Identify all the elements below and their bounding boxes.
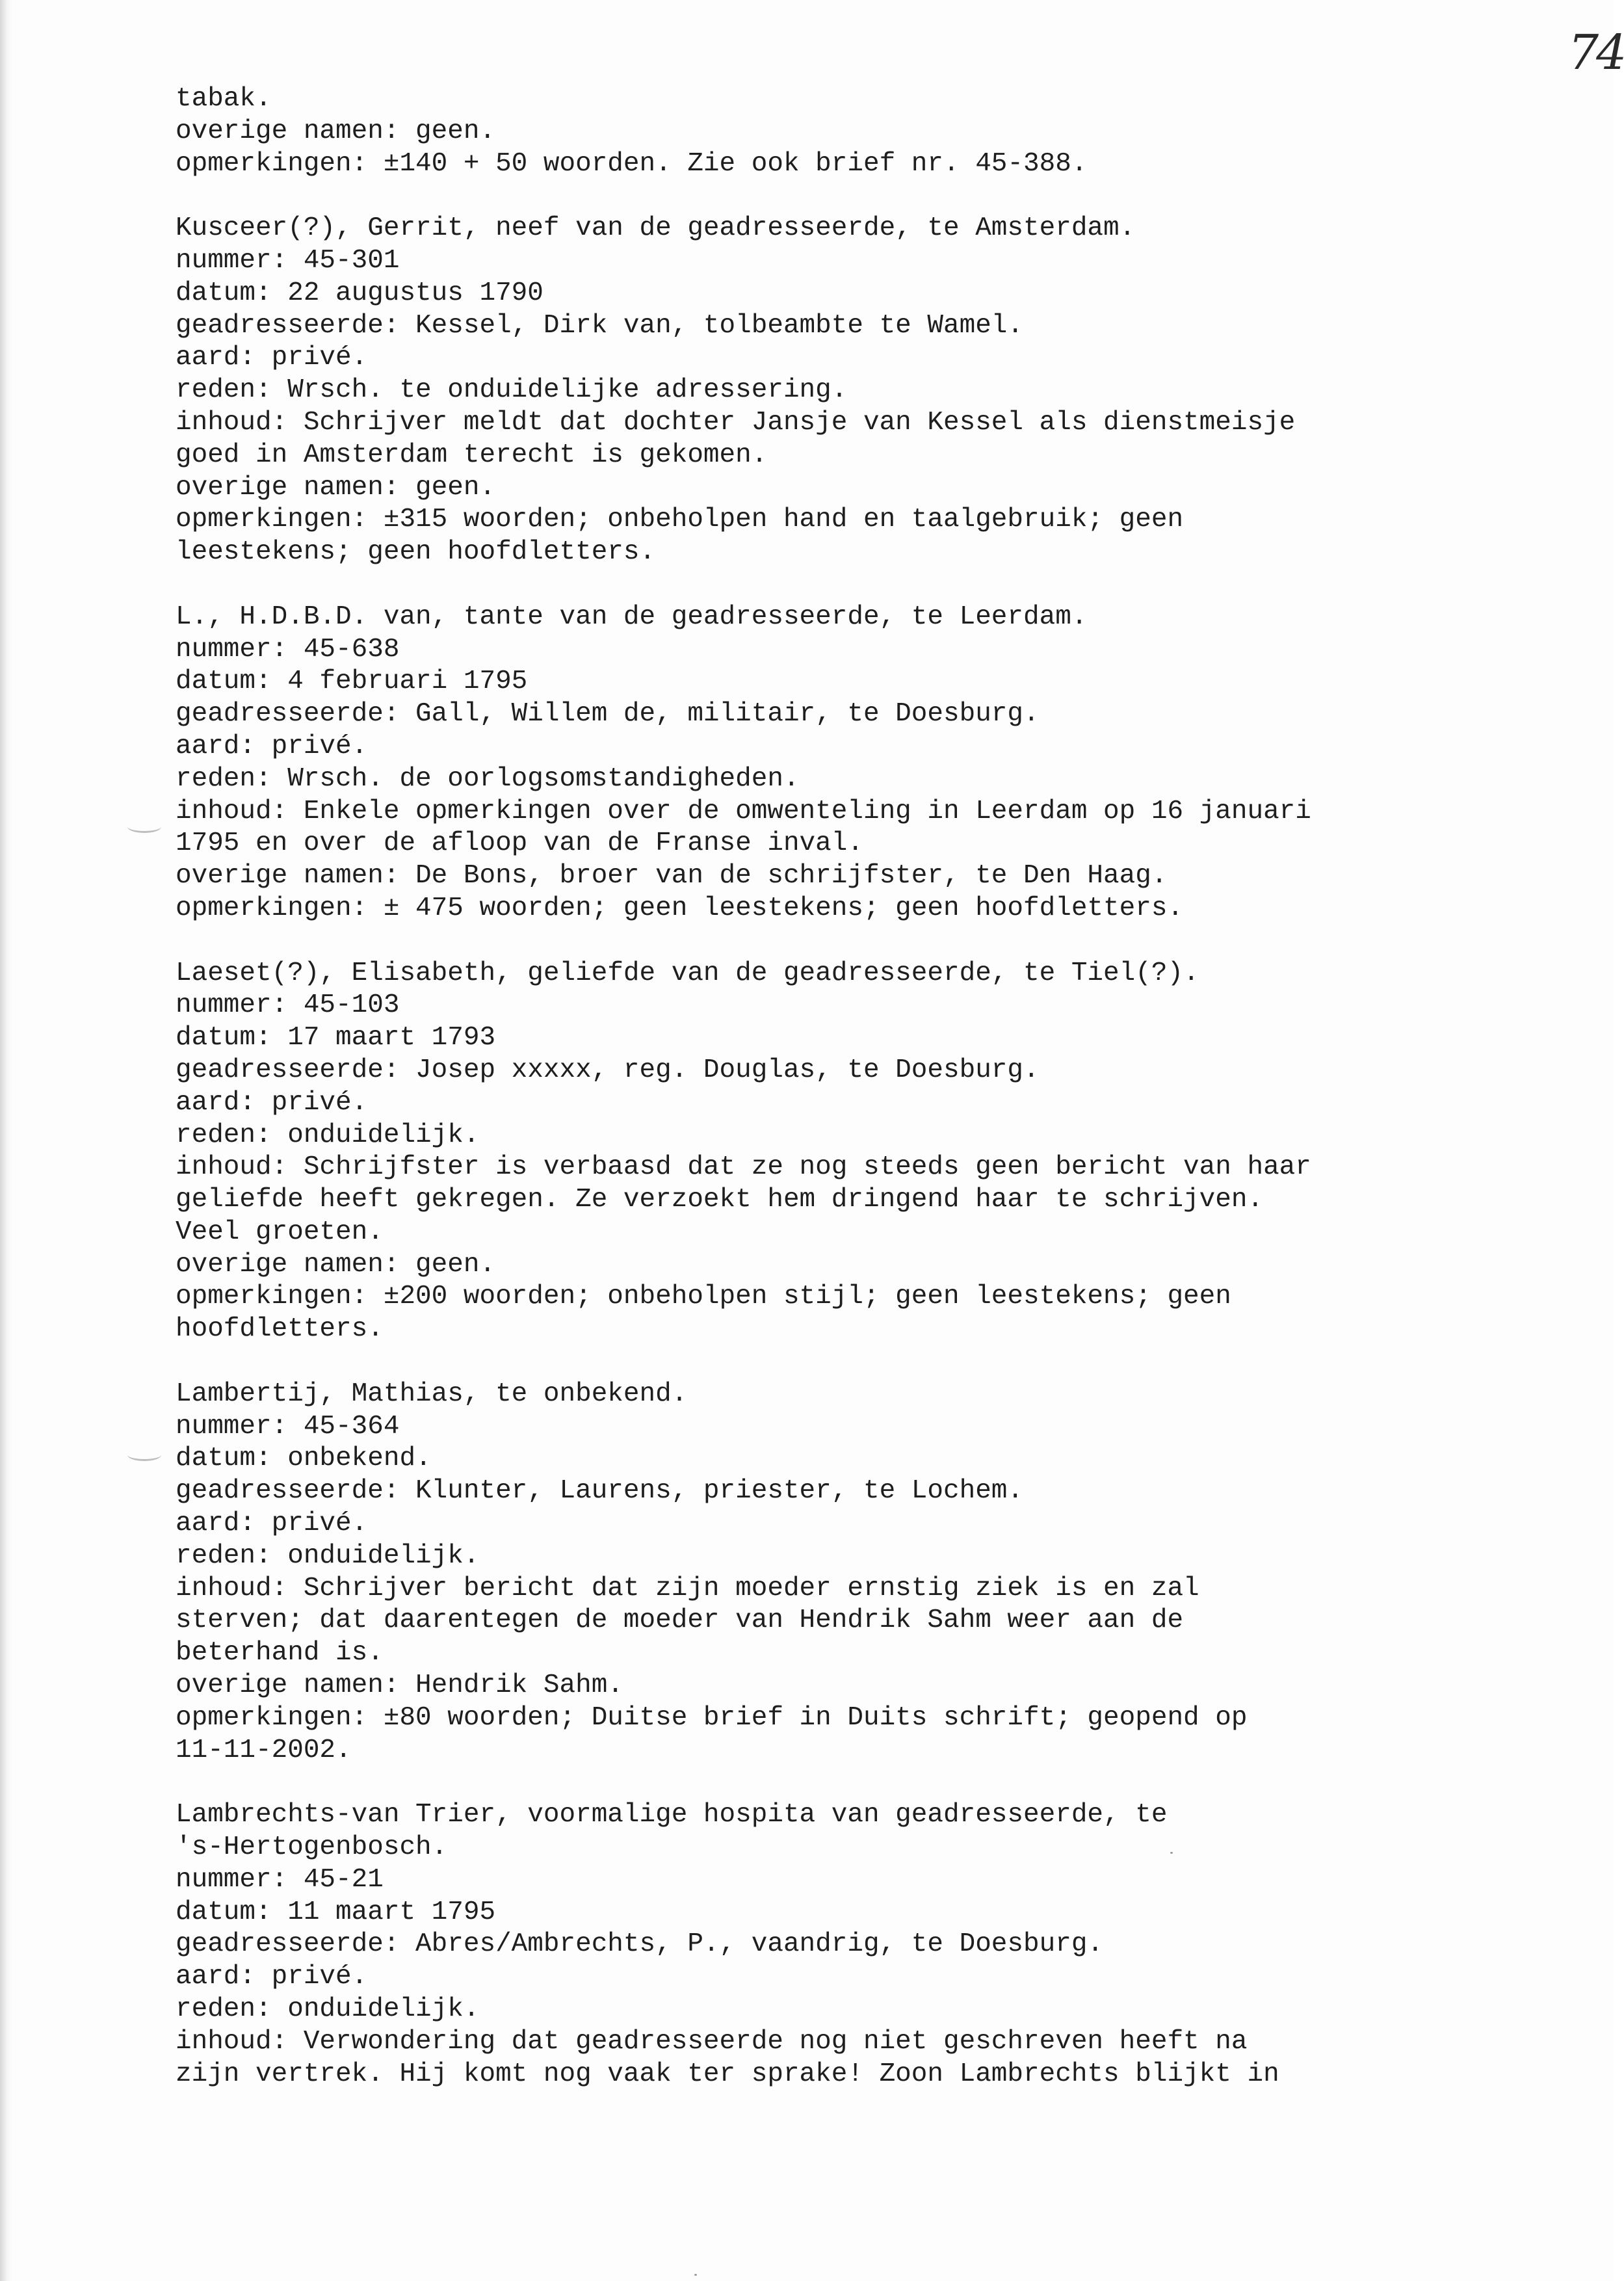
- page-number: 74: [1568, 25, 1624, 81]
- text-line: leestekens; geen hoofdletters.: [176, 537, 656, 568]
- text-line: Kusceer(?), Gerrit, neef van de geadresseerde, te Amsterdam.: [176, 213, 1136, 244]
- text-line: tabak.: [176, 84, 272, 114]
- text-line: opmerkingen: ± 475 woorden; geen leestekens; geen hoofdletters.: [176, 893, 1184, 923]
- text-line: opmerkingen: ±315 woorden; onbeholpen hand en taalgebruik; geen: [176, 505, 1184, 535]
- text-line: L., H.D.B.D. van, tante van de geadresseerde, te Leerdam.: [176, 601, 1088, 632]
- text-line: aard: privé.: [176, 1087, 368, 1118]
- text-line: inhoud: Schrijfster is verbaasd dat ze nog steeds geen bericht van haar: [176, 1152, 1311, 1183]
- text-line: 's-Hertogenbosch.: [176, 1832, 448, 1863]
- text-line: beterhand is.: [176, 1638, 384, 1668]
- text-line: 1795 en over de afloop van de Franse inval.: [176, 828, 863, 859]
- text-line: inhoud: Verwondering dat geadresseerde nog niet geschreven heeft na: [176, 2026, 1248, 2057]
- text-line: geadresseerde: Abres/Ambrechts, P., vaandrig, te Doesburg.: [176, 1929, 1104, 1960]
- text-line: Laeset(?), Elisabeth, geliefde van de geadresseerde, te Tiel(?).: [176, 958, 1199, 988]
- punch-hole-mark: [127, 821, 161, 833]
- punch-hole-mark: [127, 1449, 161, 1461]
- text-line: geadresseerde: Klunter, Laurens, priester, te Lochem.: [176, 1476, 1024, 1507]
- text-line: reden: onduidelijk.: [176, 1120, 480, 1150]
- entry-separator: [176, 180, 1502, 213]
- text-line: datum: 17 maart 1793: [176, 1023, 496, 1053]
- text-line: nummer: 45-301: [176, 245, 400, 276]
- entry-separator: [176, 925, 1502, 958]
- text-line: nummer: 45-21: [176, 1864, 384, 1895]
- text-line: aard: privé.: [176, 1509, 368, 1539]
- text-line: overige namen: Hendrik Sahm.: [176, 1670, 623, 1701]
- text-line: geliefde heeft gekregen. Ze verzoekt hem dringend haar te schrijven.: [176, 1185, 1264, 1215]
- page-edge-shadow: [0, 0, 12, 2281]
- text-line: datum: 11 maart 1795: [176, 1897, 496, 1927]
- text-line: datum: 22 augustus 1790: [176, 278, 544, 308]
- text-line: aard: privé.: [176, 1962, 368, 1992]
- text-line: opmerkingen: ±200 woorden; onbeholpen stijl; geen leestekens; geen: [176, 1282, 1231, 1312]
- text-line: overige namen: De Bons, broer van de schrijfster, te Den Haag.: [176, 861, 1168, 891]
- text-line: reden: onduidelijk.: [176, 1994, 480, 2025]
- text-line: datum: 4 februari 1795: [176, 666, 528, 697]
- text-line: sterven; dat daarentegen de moeder van Hendrik Sahm weer aan de: [176, 1605, 1184, 1636]
- text-line: opmerkingen: ±80 woorden; Duitse brief in Duits schrift; geopend op: [176, 1702, 1248, 1733]
- text-line: nummer: 45-364: [176, 1411, 400, 1442]
- text-line: reden: Wrsch. te onduidelijke adressering.: [176, 375, 848, 406]
- text-line: reden: onduidelijk.: [176, 1540, 480, 1571]
- text-line: 11-11-2002.: [176, 1735, 352, 1765]
- text-line: reden: Wrsch. de oorlogsomstandigheden.: [176, 763, 800, 794]
- text-line: nummer: 45-103: [176, 990, 400, 1021]
- text-line: zijn vertrek. Hij komt nog vaak ter sprake! Zoon Lambrechts blijkt in: [176, 2059, 1279, 2089]
- text-line: Veel groeten.: [176, 1217, 384, 1247]
- text-line: overige namen: geen.: [176, 472, 496, 503]
- text-line: geadresseerde: Josep xxxxx, reg. Douglas, te Doesburg.: [176, 1055, 1040, 1085]
- text-line: Lambertij, Mathias, te onbekend.: [176, 1378, 688, 1409]
- entry-separator: [176, 1767, 1502, 1799]
- text-line: datum: onbekend.: [176, 1444, 432, 1474]
- text-line: aard: privé.: [176, 731, 368, 761]
- text-line: nummer: 45-638: [176, 634, 400, 665]
- scan-speck: [694, 2274, 697, 2276]
- text-line: aard: privé.: [176, 343, 368, 373]
- text-line: inhoud: Schrijver meldt dat dochter Jansje van Kessel als dienstmeisje: [176, 407, 1296, 438]
- text-line: inhoud: Enkele opmerkingen over de omwenteling in Leerdam op 16 januari: [176, 796, 1311, 826]
- text-line: opmerkingen: ±140 + 50 woorden. Zie ook brief nr. 45-388.: [176, 148, 1088, 179]
- text-line: geadresseerde: Kessel, Dirk van, tolbeambte te Wamel.: [176, 310, 1024, 341]
- text-line: hoofdletters.: [176, 1314, 384, 1345]
- letter-catalog-text: [176, 83, 1502, 2090]
- text-line: overige namen: geen.: [176, 1249, 496, 1280]
- text-line: goed in Amsterdam terecht is gekomen.: [176, 440, 768, 470]
- text-line: Lambrechts-van Trier, voormalige hospita van geadresseerde, te: [176, 1800, 1168, 1830]
- text-line: geadresseerde: Gall, Willem de, militair, te Doesburg.: [176, 699, 1040, 730]
- entry-separator: [176, 1346, 1502, 1378]
- text-line: overige namen: geen.: [176, 116, 496, 146]
- entry-separator: [176, 569, 1502, 601]
- text-line: inhoud: Schrijver bericht dat zijn moeder ernstig ziek is en zal: [176, 1573, 1199, 1603]
